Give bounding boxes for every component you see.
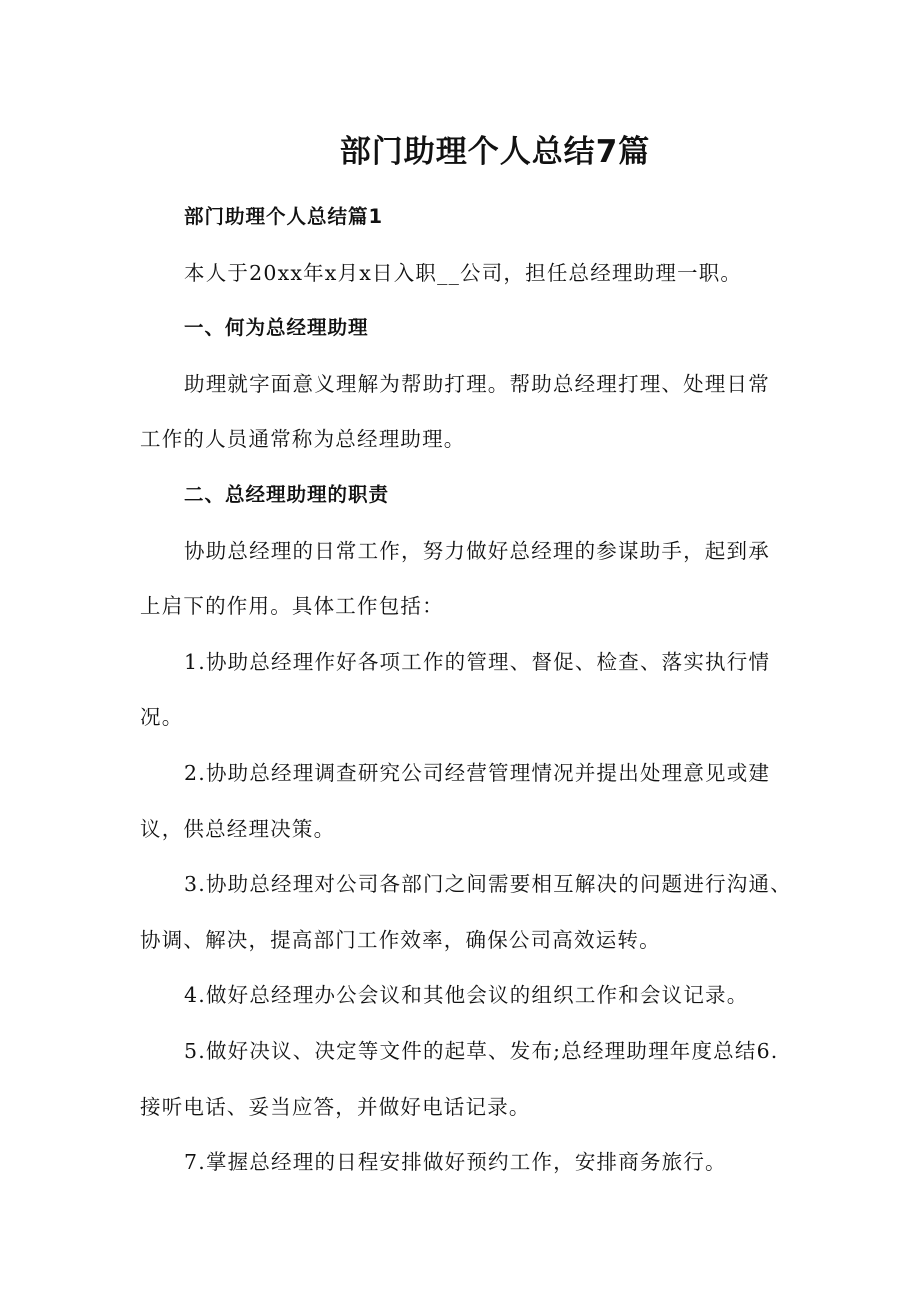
list-item-line: 4.做好总经理办公会议和其他会议的组织工作和会议记录。 xyxy=(184,983,749,1007)
list-item-line: 接听电话、妥当应答，并做好电话记录。 xyxy=(140,1095,531,1119)
list-item-line: 况。 xyxy=(140,705,184,729)
paragraph-line: 协助总经理的日常工作，努力做好总经理的参谋助手，起到承 xyxy=(184,539,770,563)
list-item-line: 协调、解决，提高部门工作效率，确保公司高效运转。 xyxy=(140,928,661,952)
list-item-line: 7.掌握总经理的日程安排做好预约工作，安排商务旅行。 xyxy=(184,1150,727,1174)
list-item-line: 3.协助总经理对公司各部门之间需要相互解决的问题进行沟通、 xyxy=(184,872,792,896)
paragraph-line: 助理就字面意义理解为帮助打理。帮助总经理打理、处理日常 xyxy=(184,372,770,396)
heading-what-is-assistant: 一、何为总经理助理 xyxy=(184,316,369,339)
list-item-line: 议，供总经理决策。 xyxy=(140,817,336,841)
paragraph-line: 工作的人员通常称为总经理助理。 xyxy=(140,427,466,451)
document-title: 部门助理个人总结7篇 xyxy=(339,134,651,170)
list-item-line: 1.协助总经理作好各项工作的管理、督促、检查、落实执行情 xyxy=(184,650,771,674)
heading-duties: 二、总经理助理的职责 xyxy=(184,483,390,506)
intro-paragraph: 本人于20xx年x月x日入职__公司，担任总经理助理一职。 xyxy=(184,261,743,285)
list-item-line: 2.协助总经理调查研究公司经营管理情况并提出处理意见或建 xyxy=(184,761,771,785)
section-title: 部门助理个人总结篇1 xyxy=(184,205,384,228)
list-item-line: 5.做好决议、决定等文件的起草、发布;总经理助理年度总结6. xyxy=(184,1039,779,1063)
paragraph-line: 上启下的作用。具体工作包括： xyxy=(140,594,444,618)
